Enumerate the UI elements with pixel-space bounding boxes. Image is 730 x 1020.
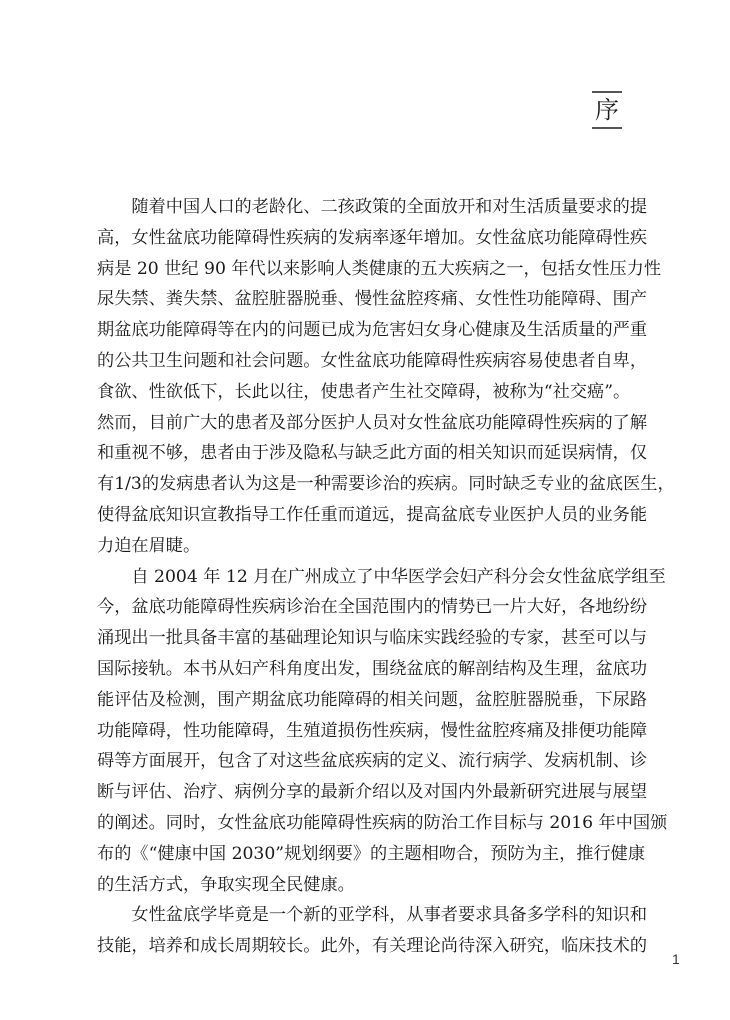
text-line: 碍等方面展开，包含了对这些盆底疾病的定义、流行病学、发病机制、诊 [97,751,648,772]
text-line: 随着中国人口的老龄化、二孩政策的全面放开和对生活质量要求的提 [97,197,648,217]
body-text [97,192,675,962]
paragraph [97,562,668,901]
heading-bottom-rule [592,127,622,129]
page-number: 1 [672,951,680,967]
text-line: 自 2004 年 12 月在广州成立了中华医学会妇产科分会女性盆底学组至 [97,566,666,587]
text-line: 力迫在眉睫。 [97,535,201,556]
text-line: 布的《“健康中国 2030”规划纲要》的主题相吻合，预防为主，推行健康 [97,843,646,864]
text-line: 的阐述。同时，女性盆底功能障碍性疾病的防治工作目标与 2016 年中国颁 [97,812,668,833]
text-line: 女性盆底学毕竟是一个新的亚学科，从事者要求具备多学科的知识和 [97,905,648,926]
text-line: 使得盆底知识宣教指导工作任重而道远，提高盆底专业医护人员的业务能 [97,504,648,525]
text-line: 今，盆底功能障碍性疾病诊治在全国范围内的情势已一片大好，各地纷纷 [97,597,648,618]
text-line: 然而，目前广大的患者及部分医护人员对女性盆底功能障碍性疾病的了解 [97,412,648,433]
text-line: 能评估及检测，围产期盆底功能障碍的相关问题，盆腔脏器脱垂，下尿路 [97,689,648,710]
text-line: 涌现出一批具备丰富的基础理论知识与临床实践经验的专家，甚至可以与 [97,628,648,649]
text-line: 病是 20 世纪 90 年代以来影响人类健康的五大疾病之一，包括女性压力性 [97,258,662,279]
text-line: 有1/3的发病患者认为这是一种需要诊治的疾病。同时缺乏专业的盆底医生， [97,474,675,495]
section-title: 序 [595,96,619,124]
paragraph [97,192,675,562]
text-line: 的生活方式，争取实现全民健康。 [97,874,355,895]
text-line: 尿失禁、粪失禁、盆腔脏器脱垂、慢性盆腔疼痛、女性性功能障碍、围产 [97,289,648,310]
text-line: 功能障碍，性功能障碍，生殖道损伤性疾病，慢性盆腔疼痛及排便功能障 [97,720,648,741]
text-line: 的公共卫生问题和社会问题。女性盆底功能障碍性疾病容易使患者自卑， [97,350,648,371]
text-line: 食欲、性欲低下，长此以往，使患者产生社交障碍，被称为“社交癌”。 [97,381,631,402]
text-line: 国际接轨。本书从妇产科角度出发，围绕盆底的解剖结构及生理，盆底功 [97,658,648,679]
text-line: 高，女性盆底功能障碍性疾病的发病率逐年增加。女性盆底功能障碍性疾 [97,227,648,248]
section-heading [592,91,622,129]
text-line: 和重视不够，患者由于涉及隐私与缺乏此方面的相关知识而延误病情，仅 [97,443,648,464]
text-line: 技能，培养和成长周期较长。此外，有关理论尚待深入研究，临床技术的 [97,936,648,957]
text-line: 期盆底功能障碍等在内的问题已成为危害妇女身心健康及生活质量的严重 [97,320,648,341]
text-line: 断与评估、治疗、病例分享的最新介绍以及对国内外最新研究进展与展望 [97,782,648,803]
paragraph [97,900,648,962]
